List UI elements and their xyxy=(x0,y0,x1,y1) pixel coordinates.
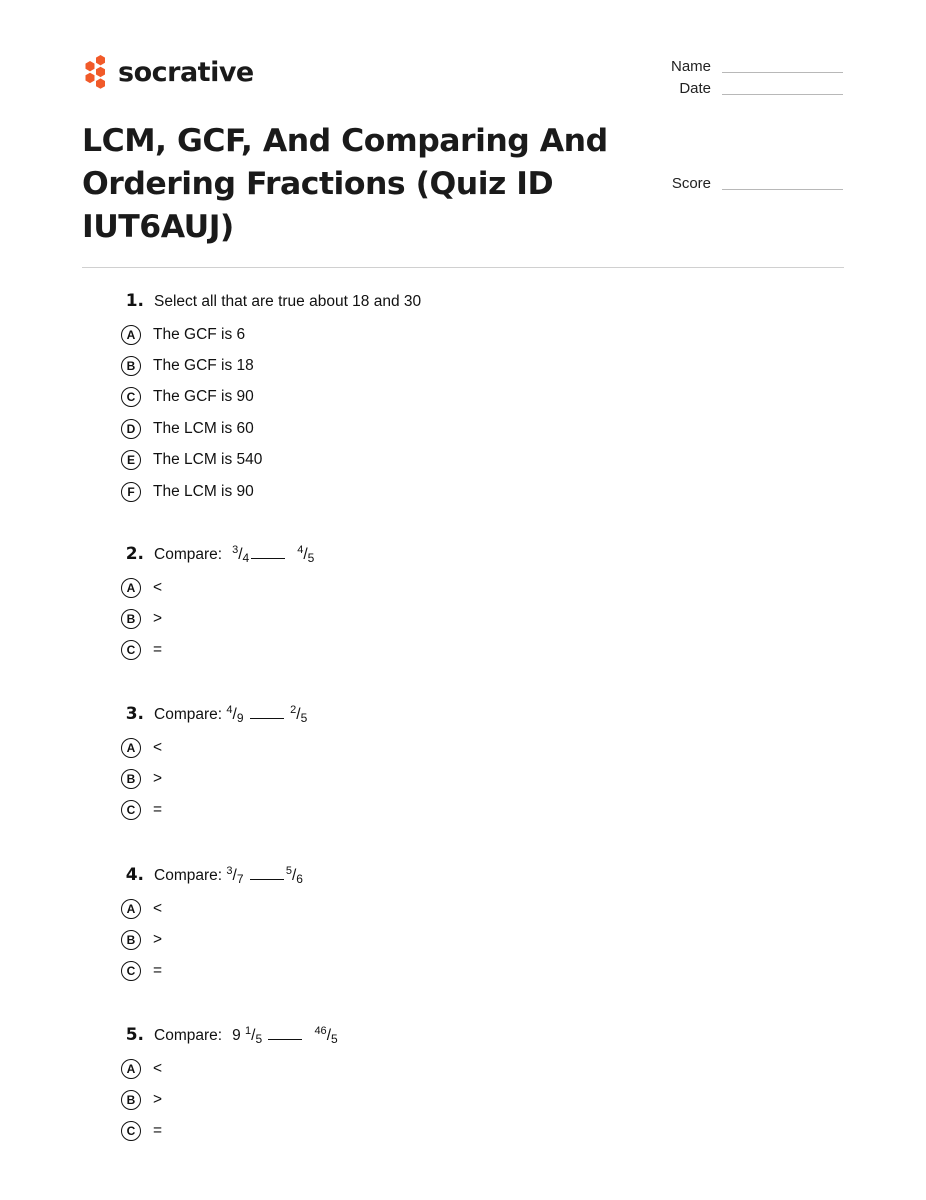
option-text: < xyxy=(153,1059,163,1077)
answer-options xyxy=(120,732,720,826)
right-denominator: 6 xyxy=(296,872,303,886)
question-text: Select all that are true about 18 and 30 xyxy=(154,293,422,310)
option-letter-badge: B xyxy=(121,930,141,950)
option-letter-badge: D xyxy=(121,419,141,439)
option-b[interactable] xyxy=(120,350,720,381)
option-letter-badge: A xyxy=(121,899,141,919)
option-text: = xyxy=(153,641,163,659)
option-text: The GCF is 6 xyxy=(153,325,246,343)
option-text: < xyxy=(153,578,163,596)
date-line xyxy=(722,84,843,95)
question-2 xyxy=(120,544,720,666)
option-c[interactable] xyxy=(120,382,720,413)
answer-blank xyxy=(268,1029,302,1040)
option-letter-badge: A xyxy=(121,578,141,598)
score-label: Score xyxy=(671,175,711,192)
option-letter-badge: C xyxy=(121,800,141,820)
name-line xyxy=(722,62,843,73)
option-d[interactable] xyxy=(120,413,720,444)
question-number: 1. xyxy=(125,291,144,311)
answer-blank xyxy=(250,869,284,880)
score-line xyxy=(722,179,843,190)
option-text: The LCM is 540 xyxy=(153,451,263,469)
question-prompt: Compare: xyxy=(154,867,223,884)
option-b[interactable] xyxy=(120,603,720,634)
option-text: The GCF is 18 xyxy=(153,357,254,375)
option-c[interactable] xyxy=(120,1116,720,1147)
option-letter-badge: C xyxy=(121,640,141,660)
option-c[interactable] xyxy=(120,795,720,826)
question-header xyxy=(120,704,720,732)
left-denominator: 4 xyxy=(242,551,250,565)
option-text: > xyxy=(153,931,163,949)
option-letter-badge: C xyxy=(121,1121,141,1141)
option-letter-badge: E xyxy=(121,450,141,470)
option-letter-badge: B xyxy=(121,769,141,789)
left-whole: 9 xyxy=(232,1027,241,1044)
option-text: The LCM is 60 xyxy=(153,419,254,437)
option-b[interactable] xyxy=(120,763,720,794)
question-prompt: Compare: xyxy=(154,1027,223,1044)
answer-options xyxy=(120,1053,720,1147)
option-text: = xyxy=(153,962,163,980)
option-letter-badge: C xyxy=(121,961,141,981)
left-denominator: 9 xyxy=(236,711,244,725)
right-numerator: 46 xyxy=(314,1025,327,1037)
option-e[interactable] xyxy=(120,445,720,476)
option-text: > xyxy=(153,770,163,788)
option-text: > xyxy=(153,610,163,628)
option-a[interactable] xyxy=(120,893,720,924)
option-text: < xyxy=(153,738,163,756)
date-field xyxy=(641,80,843,97)
question-number: 5. xyxy=(125,1025,144,1045)
question-header xyxy=(120,544,720,572)
option-c[interactable] xyxy=(120,956,720,987)
header-divider xyxy=(82,267,844,268)
question-prompt: Compare: xyxy=(154,706,223,723)
option-text: = xyxy=(153,801,163,819)
answer-options xyxy=(120,893,720,987)
answer-options xyxy=(120,572,720,666)
right-denominator: 5 xyxy=(331,1032,338,1046)
left-numerator: 3 xyxy=(232,544,239,556)
option-text: The GCF is 90 xyxy=(153,388,254,406)
name-label: Name xyxy=(670,58,711,75)
left-denominator: 5 xyxy=(255,1032,263,1046)
question-5 xyxy=(120,1025,720,1147)
option-letter-badge: B xyxy=(121,609,141,629)
socrative-logo xyxy=(82,54,254,90)
option-c[interactable] xyxy=(120,635,720,666)
date-label: Date xyxy=(679,80,711,97)
option-text: > xyxy=(153,1091,163,1109)
option-text: = xyxy=(153,1122,163,1140)
option-a[interactable] xyxy=(120,1053,720,1084)
left-denominator: 7 xyxy=(236,872,244,886)
left-numerator: 3 xyxy=(226,865,233,877)
option-letter-badge: F xyxy=(121,482,141,502)
option-a[interactable] xyxy=(120,319,720,350)
right-numerator: 5 xyxy=(285,865,292,877)
comparison-text: Compare: $^3/_7$ $^5/_6$ xyxy=(154,865,303,886)
question-1 xyxy=(120,291,720,507)
answer-blank xyxy=(250,708,284,719)
option-letter-badge: B xyxy=(121,356,141,376)
question-number: 4. xyxy=(125,865,144,885)
option-a[interactable] xyxy=(120,732,720,763)
option-letter-badge: B xyxy=(121,1090,141,1110)
right-denominator: 5 xyxy=(300,711,308,725)
name-field xyxy=(641,58,843,75)
option-b[interactable] xyxy=(120,924,720,955)
left-numerator: 4 xyxy=(226,704,233,716)
option-letter-badge: A xyxy=(121,738,141,758)
option-letter-badge: A xyxy=(121,325,141,345)
option-b[interactable] xyxy=(120,1084,720,1115)
question-header xyxy=(120,1025,720,1053)
comparison-text: Compare: $^4/_9$ $^2/_5$ xyxy=(154,704,308,725)
right-numerator: 4 xyxy=(297,544,304,556)
option-letter-badge: A xyxy=(121,1059,141,1079)
question-header xyxy=(120,865,720,893)
hexagon-cluster-logo-icon xyxy=(82,54,110,90)
option-text: The LCM is 90 xyxy=(153,482,254,500)
comparison-text: Compare: 9 $^1/_5$ $^{46}/_5$ xyxy=(154,1025,338,1046)
question-3 xyxy=(120,704,720,826)
answer-blank xyxy=(251,548,285,559)
right-numerator: 2 xyxy=(290,704,297,716)
question-prompt: Compare: xyxy=(154,546,223,563)
score-field xyxy=(641,175,843,192)
right-denominator: 5 xyxy=(307,551,315,565)
option-letter-badge: C xyxy=(121,387,141,407)
question-number: 2. xyxy=(125,544,144,564)
brand-name: socrative xyxy=(118,56,254,88)
question-4 xyxy=(120,865,720,987)
option-a[interactable] xyxy=(120,572,720,603)
answer-options xyxy=(120,319,720,507)
question-number: 3. xyxy=(125,704,144,724)
quiz-title: LCM, GCF, And Comparing And Ordering Fractions (Quiz ID IUT6AUJ) xyxy=(82,123,608,245)
question-header xyxy=(120,291,720,319)
left-numerator: 1 xyxy=(245,1025,252,1037)
comparison-text: Compare: $^3/_4^4/_5$ xyxy=(154,544,315,565)
option-text: < xyxy=(153,899,163,917)
option-f[interactable] xyxy=(120,476,720,507)
